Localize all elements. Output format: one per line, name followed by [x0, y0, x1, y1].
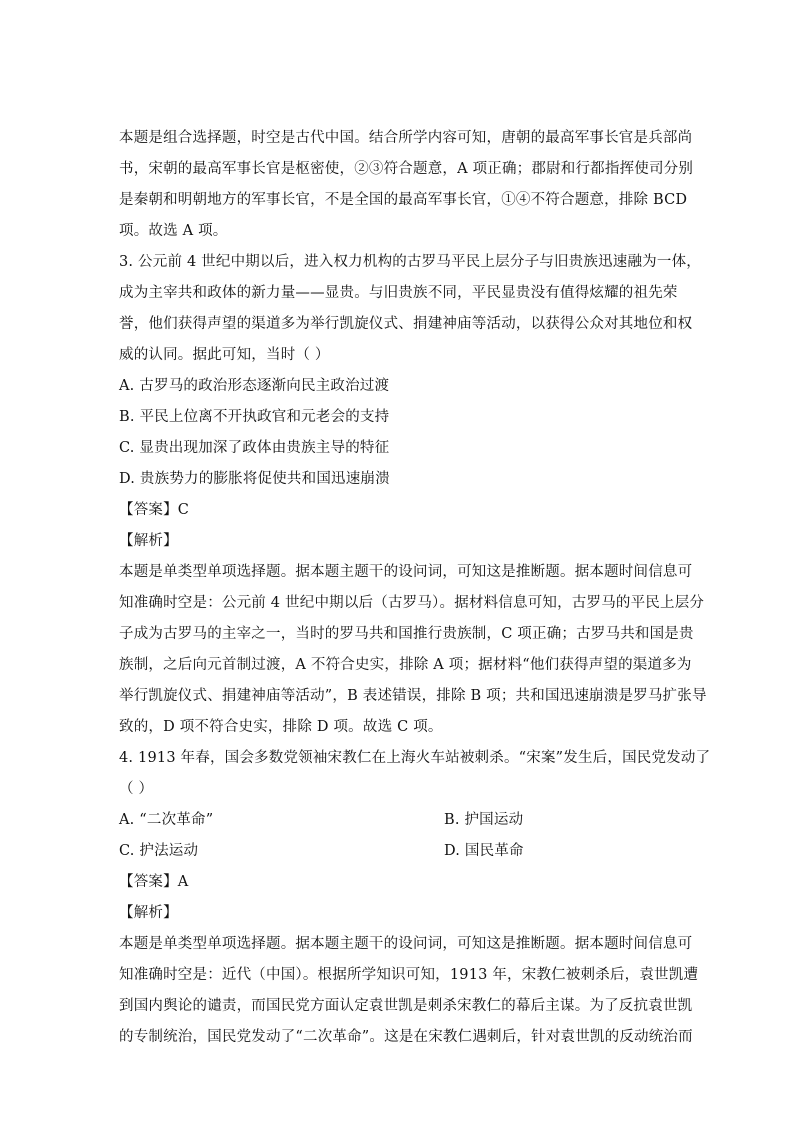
- q4-analysis-line-4: 的专制统治，国民党发动了“二次革命”。这是在宋教仁遇刺后，针对袁世凯的反动统治而: [119, 1029, 693, 1045]
- q3-option-d: D. 贵族势力的膨胀将促使共和国迅速崩溃: [119, 471, 390, 487]
- q4-answer: 【答案】A: [119, 874, 189, 890]
- q3-analysis-line-6: 致的，D 项不符合史实，排除 D 项。故选 C 项。: [119, 719, 443, 735]
- q3-stem-line-4: 威的认同。据此可知，当时（ ）: [119, 347, 330, 363]
- q3-answer: 【答案】C: [119, 502, 190, 518]
- q3-stem-line-3: 誉，他们获得声望的渠道多为举行凯旋仪式、捐建神庙等活动，以获得公众对其地位和权: [119, 316, 693, 332]
- q3-analysis-line-5: 举行凯旋仪式、捐建神庙等活动”，B 表述错误，排除 B 项；共和国迅速崩溃是罗马扩张导: [119, 688, 707, 704]
- q4-option-b: B. 护国运动: [444, 812, 524, 828]
- q2-analysis-line-4: 项。故选 A 项。: [119, 223, 228, 239]
- q2-analysis-line-3: 是秦朝和明朝地方的军事长官，不是全国的最高军事长官，①④不符合题意，排除 BCD: [119, 192, 688, 208]
- q2-analysis-line-1: 本题是组合选择题，时空是古代中国。结合所学内容可知，唐朝的最高军事长官是兵部尚: [119, 130, 693, 146]
- q4-option-a: A. “二次革命”: [119, 812, 214, 828]
- q4-stem-line-2: （ ）: [119, 781, 154, 797]
- q4-analysis-line-2: 知准确时空是：近代（中国）。根据所学知识可知，1913 年，宋教仁被刺杀后，袁世凯遭: [119, 967, 699, 983]
- q4-stem-line-1: 4. 1913 年春，国会多数党领袖宋教仁在上海火车站被刺杀。“宋案”发生后，国民党发动了: [119, 750, 711, 766]
- q4-analysis-line-3: 到国内舆论的谴责，而国民党方面认定袁世凯是刺杀宋教仁的幕后主谋。为了反抗袁世凯: [119, 998, 693, 1014]
- q4-option-d: D. 国民革命: [444, 843, 524, 859]
- q4-analysis-heading: 【解析】: [119, 905, 178, 921]
- q3-analysis-line-2: 知准确时空是：公元前 4 世纪中期以后（古罗马）。据材料信息可知，古罗马的平民上层分: [119, 595, 705, 611]
- q2-analysis-line-2: 书，宋朝的最高军事长官是枢密使，②③符合题意，A 项正确；郡尉和行都指挥使司分别: [119, 161, 694, 177]
- q3-analysis-line-3: 子成为古罗马的主宰之一，当时的罗马共和国推行贵族制，C 项正确；古罗马共和国是贵: [119, 626, 694, 642]
- q3-option-a: A. 古罗马的政治形态逐渐向民主政治过渡: [119, 378, 390, 394]
- q4-analysis-line-1: 本题是单类型单项选择题。据本题主题干的设问词，可知这是推断题。据本题时间信息可: [119, 936, 693, 952]
- q3-analysis-heading: 【解析】: [119, 533, 178, 549]
- q3-stem-line-2: 成为主宰共和政体的新力量——显贵。与旧贵族不同，平民显贵没有值得炫耀的祖先荣: [119, 285, 678, 301]
- q3-option-b: B. 平民上位离不开执政官和元老会的支持: [119, 409, 390, 425]
- q3-analysis-line-1: 本题是单类型单项选择题。据本题主题干的设问词，可知这是推断题。据本题时间信息可: [119, 564, 693, 580]
- q3-stem-line-1: 3. 公元前 4 世纪中期以后，进入权力机构的古罗马平民上层分子与旧贵族迅速融为一体，: [119, 254, 701, 270]
- q3-option-c: C. 显贵出现加深了政体由贵族主导的特征: [119, 440, 390, 456]
- q3-analysis-line-4: 族制，之后向元首制过渡，A 不符合史实，排除 A 项；据材料“他们获得声望的渠道多为: [119, 657, 692, 673]
- q4-option-c: C. 护法运动: [119, 843, 199, 859]
